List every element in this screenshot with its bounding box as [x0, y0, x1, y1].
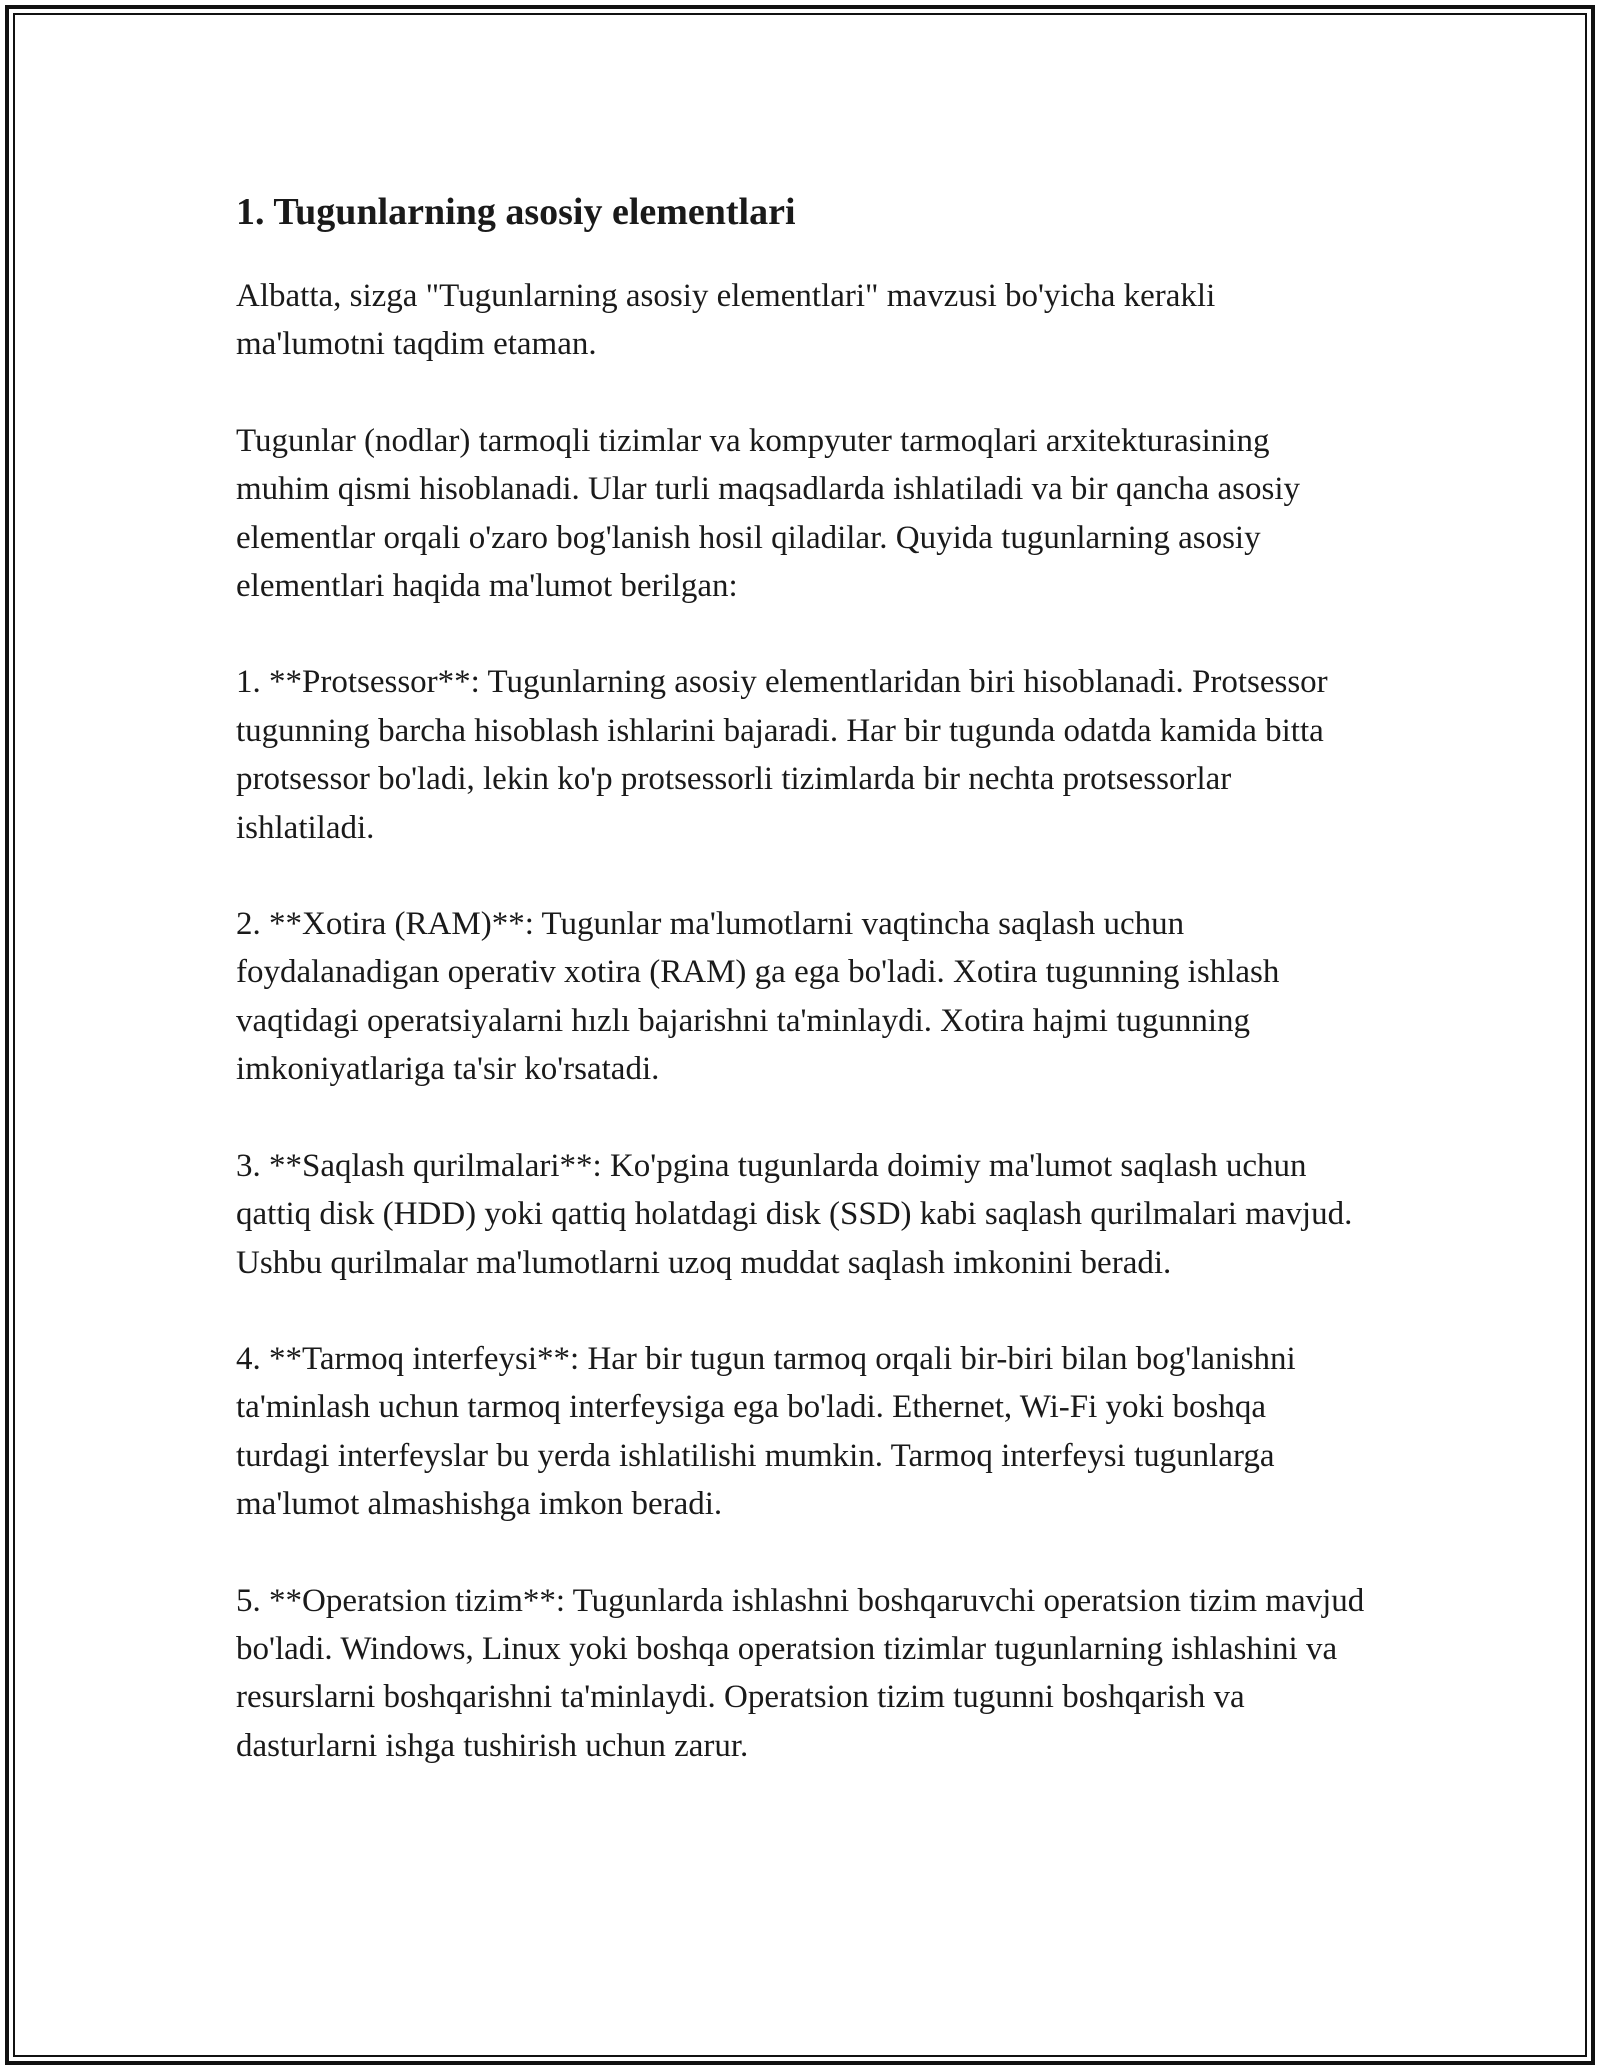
document-heading: 1. Tugunlarning asosiy elementlari — [236, 191, 796, 233]
overview-paragraph: Tugunlar (nodlar) tarmoqli tizimlar va kompyuter tarmoqlari arxitekturasining muhim qismi hisoblanadi. Ular turli maqsadlarda ishlatiladi va bir qancha asosiy elementlar orqali o'zaro bog'lanish hosil qiladilar. Quyida tugunlarning asosiy elementlari haqida ma'lumot berilgan: — [236, 422, 1301, 605]
list-item-storage: 3. **Saqlash qurilmalari**: Ko'pgina tugunlarda doimiy ma'lumot saqlash uchun qattiq disk (HDD) yoki qattiq holatdagi disk (SSD) kabi saqlash qurilmalari mavjud. Ushbu qurilmalar ma'lumotlarni uzoq muddat saqlash imkonini beradi. — [236, 1147, 1353, 1281]
list-item-memory: 2. **Xotira (RAM)**: Tugunlar ma'lumotlarni vaqtincha saqlash uchun foydalanadigan operativ xotira (RAM) ga ega bo'ladi. Xotira tugunning ishlash vaqtidagi operatsiyalarni hızlı bajarishni ta'minlaydi. Xotira hajmi tugunning imkoniyatlariga ta'sir ko'rsatadi. — [236, 906, 1280, 1088]
list-item-network-interface: 4. **Tarmoq interfeysi**: Har bir tugun tarmoq orqali bir-biri bilan bog'lanishni ta'minlash uchun tarmoq interfeysiga ega bo'ladi. Ethernet, Wi-Fi yoki boshqa turdagi interfeyslar bu yerda ishlatilishi mumkin. Tarmoq interfeysi tugunlarga ma'lumot almashishga imkon beradi. — [236, 1340, 1296, 1523]
document-body — [236, 186, 1366, 1818]
list-item-operating-system: 5. **Operatsion tizim**: Tugunlarda ishlashni boshqaruvchi operatsion tizim mavjud bo'ladi. Windows, Linux yoki boshqa operatsion tizimlar tugunlarning ishlashini va resurslarni boshqarishni ta'minlaydi. Operatsion tizim tugunni boshqarish va dasturlarni ishga tushirish uchun zarur. — [236, 1582, 1365, 1764]
list-item-processor: 1. **Protsessor**: Tugunlarning asosiy elementlaridan biri hisoblanadi. Protsessor tugunning barcha hisoblash ishlarini bajaradi. Har bir tugunda odatda kamida bitta protsessor bo'ladi, lekin ko'p protsessorli tizimlarda bir nechta protsessorlar ishlatiladi. — [236, 664, 1328, 846]
intro-paragraph: Albatta, sizga "Tugunlarning asosiy elementlari" mavzusi bo'yicha kerakli ma'lumotni taqdim etaman. — [236, 278, 1216, 363]
